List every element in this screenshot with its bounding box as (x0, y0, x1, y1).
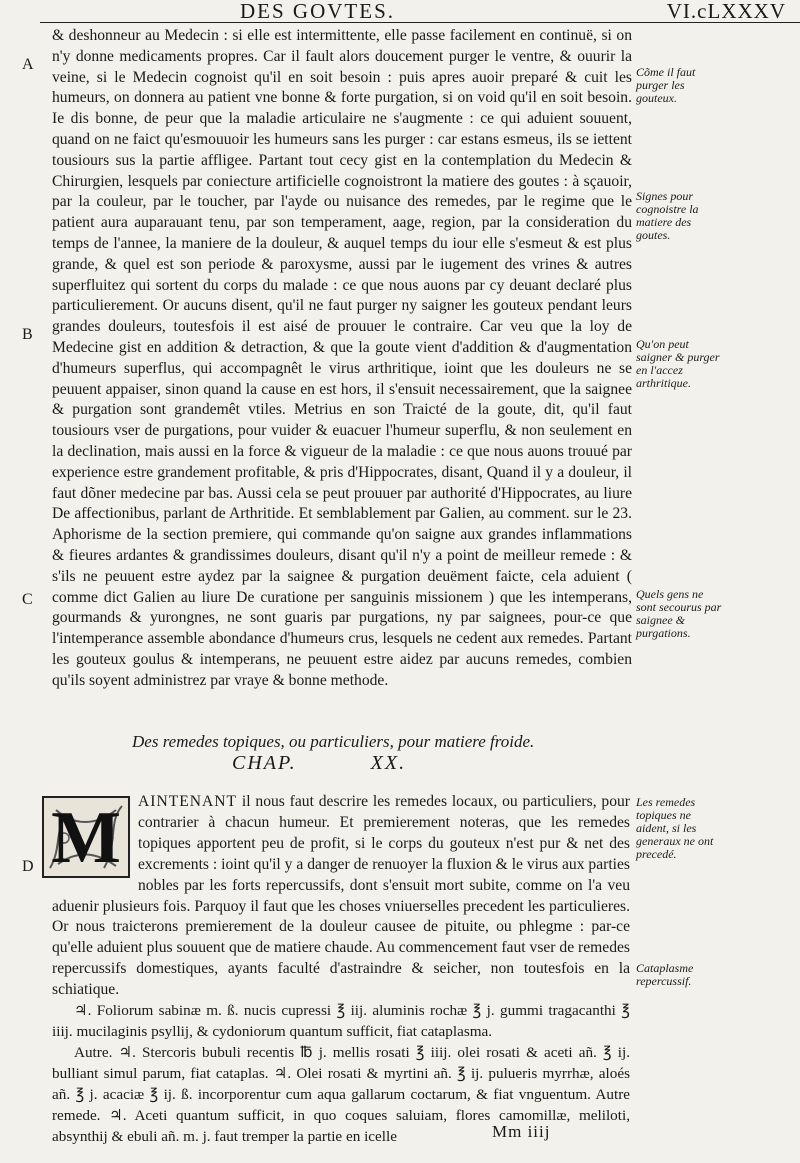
decorated-initial (42, 796, 130, 878)
margin-letter-c: C (22, 591, 33, 608)
margin-letter-a: A (22, 56, 34, 73)
margin-letter-d: D (22, 858, 34, 875)
side-note-signs: Signes pour cognoistre la matiere des goutes. (636, 189, 699, 242)
page-folio: VI.cLXXXV (666, 0, 786, 23)
side-note-bleeding: Qu'on peut saigner & purger en l'accez arthritique. (636, 337, 720, 390)
running-header (40, 0, 800, 23)
side-note-topical: Les remedes topiques ne aident, si les generaux ne ont precedé. (636, 795, 714, 861)
section-title: Des remedes topiques, ou particuliers, pour matiere froide. (132, 732, 535, 751)
recipe-item: ♃. Foliorum sabinæ m. ß. nucis cupressi ℥ iij. aluminis rochæ ℥ j. gummi tragacanthi ℥ iiij. mucilaginis psyllij, & cydoniorum quantum sufficit, fiat cataplasma. (52, 1002, 630, 1040)
margin-letter-b: B (22, 326, 33, 343)
side-note-cataplasm: Cataplasme repercussif. (636, 961, 694, 988)
side-note-purging: Cõme il faut purger les gouteux. (636, 65, 696, 105)
signature-mark: Mm iiij (492, 1122, 551, 1141)
chapter-number: XX. (370, 752, 407, 774)
main-paragraph: & deshonneur au Medecin : si elle est intermittente, elle passe facilement en continuë, si on n'y donne medicaments propres. Car il fault alors doucement purger le ventre, & ouurir la veine, si le Medecin cognoist qu'il en soit besoin : puis apres auoir preparé & cuit les humeurs, on donnera au patient vne bonne & forte purgation, si on void qu'il en soit besoin. Ie dis bonne, de peur que la maladie articulaire ne s'augmente : ce qui aduient souuent, quand on ne faict qu'esmouuoir les humeurs sans les purger : car estans esmeus, ils se iettent tousiours sus la partie affligee. Partant tout cecy gist en la contemplation du Medecin & Chirurgien, lesquels par coniecture artificielle cognoistront la matiere des goutes : à sçauoir, par la couleur, par le toucher, par l'ayde ou nuisance des remedes, par le regime que le patient aura auparauant tenu, par son temperament, aage, region, par la consideration du temps de l'annee, la maniere de la douleur, & auquel temps du iour elle s'esmeut & est plus grande, & quel est son periode & paroxysme, aussi par le iugement des vrines & autres superfluitez qui sortent du corps du malade : ce que nous auons par cy deuant declaré plus particulierement. Or aucuns disent, qu'il ne faut purger ny saigner les gouteux pendant leurs grandes douleurs, toutesfois il est aisé de prouuer le contraire. Car veu que la loy de Medecine gist en addition & detraction, & que la goute vient d'addition & d'augmentation d'humeurs superflus, qui accompagnêt le virus arthritique, ioint que les douleurs ne se peuuent appaiser, sinon quand la cause en est hors, il s'ensuit necessairement, que la saignee & purgation sont grandemêt vtiles. Metrius en son Traicté de la goute, dit, qu'il faut tousiours vser de purgations, pour vuider & euacuer l'humeur superflu, & non seulement en la declination, mais aussi en la force & vigueur de la maladie : ce que nous auons trouué par experience estre grandement profitable, & pris d'Hippocrates, disant, Quand il y a douleur, il faut dõner medecine par bas. Aussi cela se peut prouuer par authorité d'Hippocrates, au liure De affectionibus, parlant de Arthritide. Et semblablement par Galien, au comment. sur le 23. Aphorisme de la section premiere, qui commande qu'on saigne aux grandes inflammations & fieures ardantes & grandissimes douleurs, disant qu'il n'y a point de meilleur remede : & s'ils ne peuuent estre aydez par la saignee & purgation deuëment faicte, cela aduient ( comme dict Galien au liure De curatione per sanguinis missionem ) que les intemperans, gourmands & yurongnes, ne sont guaris par purgations, ny par saignees, pour-ce que l'intemperance assemble abondance d'humeurs crus, lesquels ne cedent aux remedes. Partant les gouteux goulus & intemperans, ne peuuent estre aidez par aucuns remedes, combien qu'ils soyent administrez par vraye & bonne methode. (52, 27, 632, 689)
section-text (52, 792, 630, 1001)
side-note-intemperate: Quels gens ne sont secourus par saignee & purgations. (636, 587, 722, 640)
chapter-label: CHAP. (232, 752, 297, 774)
recipe-item: Autre. ♃. Stercoris bubuli recentis ℔ j. mellis rosati ℥ iiij. olei rosati & aceti añ. ℥ ij. bulliant simul parum, fiat cataplas. ♃. Olei rosati & myrtini añ. ℥ ij. pulueris myrrhæ, aloés añ. ℥ j. acaciæ ℥ ij. ß. incorporentur cum aqua gallarum coctarum, & fiat vnguentum. Autre remede. ♃. Aceti quantum sufficit, in quo coques saluiam, flores camomillæ, meliloti, absynthij & ebuli añ. m. j. faut tremper la partie en icelle (52, 1044, 630, 1145)
initial-letter: M (51, 797, 121, 879)
opening-word: AINTENANT (138, 793, 238, 810)
main-text (52, 26, 632, 692)
running-title: DES GOVTES. (240, 0, 396, 23)
chapter-heading (232, 752, 532, 775)
section-paragraph: il nous faut descrire les remedes locaux, ou particuliers, pour contrarier à chacun humeur. Et premierement noteras, que les remedes topiques apportent peu de profit, si le corps du gouteux n'est pur & net des excrements : ioint qu'il y a danger de renuoyer la fluxion & le virus aux parties nobles par les forts repercussifs, dont s'ensuit mort subite, comme on l'a veu aduenir plusieurs fois. Parquoy il faut que les choses vniuerselles precedent les particulieres. Or nous traicterons premierement de la douleur causee de pituite, ou phlegme : par-ce qu'elle aduient plus souuent que de matiere chaude. Au commencement faut vser de remedes repercussifs domestiques, ayants faculté d'astraindre & seicher, non toutesfois en la schiatique. (52, 793, 630, 999)
